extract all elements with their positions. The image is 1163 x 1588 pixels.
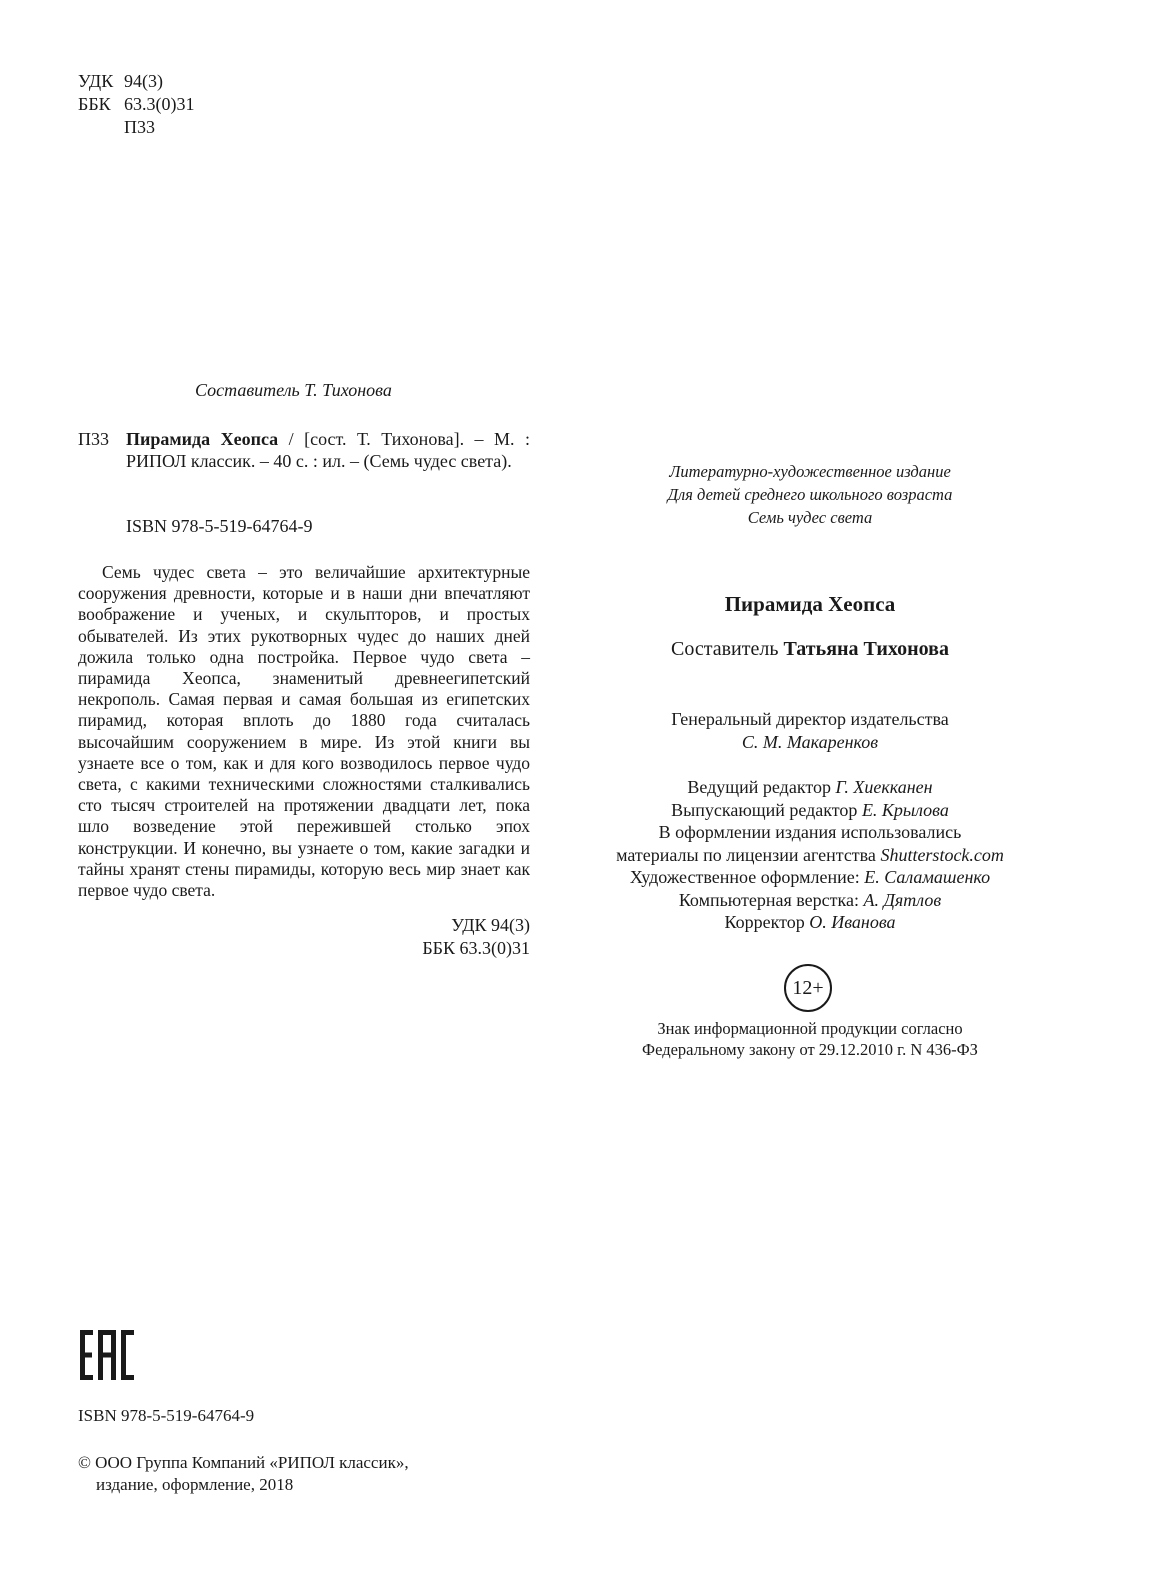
copyright-line-2: издание, оформление, 2018: [96, 1475, 294, 1494]
layout-label: Компьютерная верстка:: [678, 889, 864, 910]
biblio-rest: / [сост. Т. Тихонова]. – М. : РИПОЛ классик. – 40 с. : ил. – (Семь чудес света).: [126, 429, 530, 471]
eac-logo: [80, 1330, 134, 1380]
biblio-title: Пирамида Хеопса: [126, 429, 279, 449]
age-note-line-2: Федеральному закону от 29.12.2010 г. N 436-ФЗ: [642, 1040, 978, 1059]
director-label: Генеральный директор издательства: [671, 709, 949, 729]
layout-name: А. Дятлов: [863, 889, 942, 910]
copyright: [78, 1452, 409, 1496]
age-rating-badge: 12+: [784, 964, 832, 1012]
annotation: Семь чудес света – это величайшие архитектурные сооружения древности, которые и в наши дни впечатляют воображение и ученых, и скульпторов, и простых обывателей. Из этих рукотворных чудес до наших дней дожила только одна постройка. Первое чудо света – пирамида Хеопса, знаменитый древнеегипетский некрополь. Самая первая и самая большая из египетских пирамид, которая вплоть до 1880 года считалась высочайшим сооружением в мире. Из этой книги вы узнаете все о том, как и для кого возводилось первое чудо света, с какими техническими сложностями сталкивались сто тысяч строителей на протяжении двадцати лет, пока шло возведение этой пережившей столько эпох конструкции. И конечно, вы узнаете о том, какие загадки и тайны хранят стены пирамиды, которую весь мир знает как первое чудо света.: [78, 562, 530, 901]
proof-name: О. Иванова: [809, 912, 896, 932]
compiler-line: Составитель Т. Тихонова: [195, 380, 392, 400]
release-editor-name: Е. Крылова: [861, 799, 949, 820]
author-sign-row: [78, 116, 195, 139]
genre-line: Литературно-художественное издание: [669, 462, 951, 481]
series-line: Семь чудес света: [747, 508, 873, 527]
proof-label: Корректор: [724, 912, 810, 932]
compiler-full: [580, 638, 1040, 661]
genre-block: [580, 460, 1040, 529]
compiler-label: Составитель: [671, 638, 784, 660]
proofreader: [580, 911, 1040, 934]
isbn-bottom: ISBN 978-5-519-64764-9: [78, 1406, 255, 1425]
release-editor-label: Выпускающий редактор: [671, 799, 862, 820]
udk-bottom: УДК 94(3): [451, 915, 530, 935]
eac-mark-icon: [80, 1330, 134, 1385]
license-agency: Shutterstock.com: [880, 844, 1004, 865]
biblio-body: [78, 428, 530, 472]
staff-credits: [580, 776, 1040, 934]
release-editor: [580, 799, 1040, 822]
author-sign: П33: [124, 117, 155, 137]
art-name: Е. Саламашенко: [864, 867, 991, 887]
bbk-row: [78, 93, 195, 116]
udk-label: УДК: [78, 71, 114, 91]
age-note-line-1: Знак информационной продукции согласно: [657, 1019, 963, 1038]
art-design: [580, 866, 1040, 889]
lead-editor-label: Ведущий редактор: [687, 777, 836, 797]
license-label: материалы по лицензии агентства: [616, 844, 881, 865]
layout-credit: [580, 889, 1040, 912]
udk-value: 94(3): [124, 71, 163, 91]
license-line-1: В оформлении издания использовались: [658, 822, 962, 842]
compiler-name: Татьяна Тихонова: [783, 638, 949, 660]
udk-row: [78, 70, 195, 93]
classification-bottom: [300, 914, 530, 960]
director-block: [580, 708, 1040, 754]
bibliographic-record: [78, 428, 530, 472]
copyright-line-1: © ООО Группа Компаний «РИПОЛ классик»,: [78, 1453, 409, 1472]
lead-editor-name: Г. Хиекканен: [835, 777, 933, 797]
lead-editor: [580, 776, 1040, 799]
audience-line: Для детей среднего школьного возраста: [667, 485, 953, 504]
age-rating-note: [580, 1018, 1040, 1060]
author-sign-code: П33: [78, 429, 109, 449]
isbn-record: ISBN 978-5-519-64764-9: [126, 516, 313, 536]
license-line-2: [580, 844, 1040, 867]
book-title: Пирамида Хеопса: [724, 592, 896, 616]
classification-codes: [78, 70, 195, 139]
bbk-label: ББК: [78, 94, 111, 114]
art-label: Художественное оформление:: [629, 867, 865, 887]
bbk-bottom: ББК 63.3(0)31: [422, 938, 530, 958]
bbk-value: 63.3(0)31: [124, 94, 195, 114]
director-name: С. М. Макаренков: [741, 732, 879, 752]
